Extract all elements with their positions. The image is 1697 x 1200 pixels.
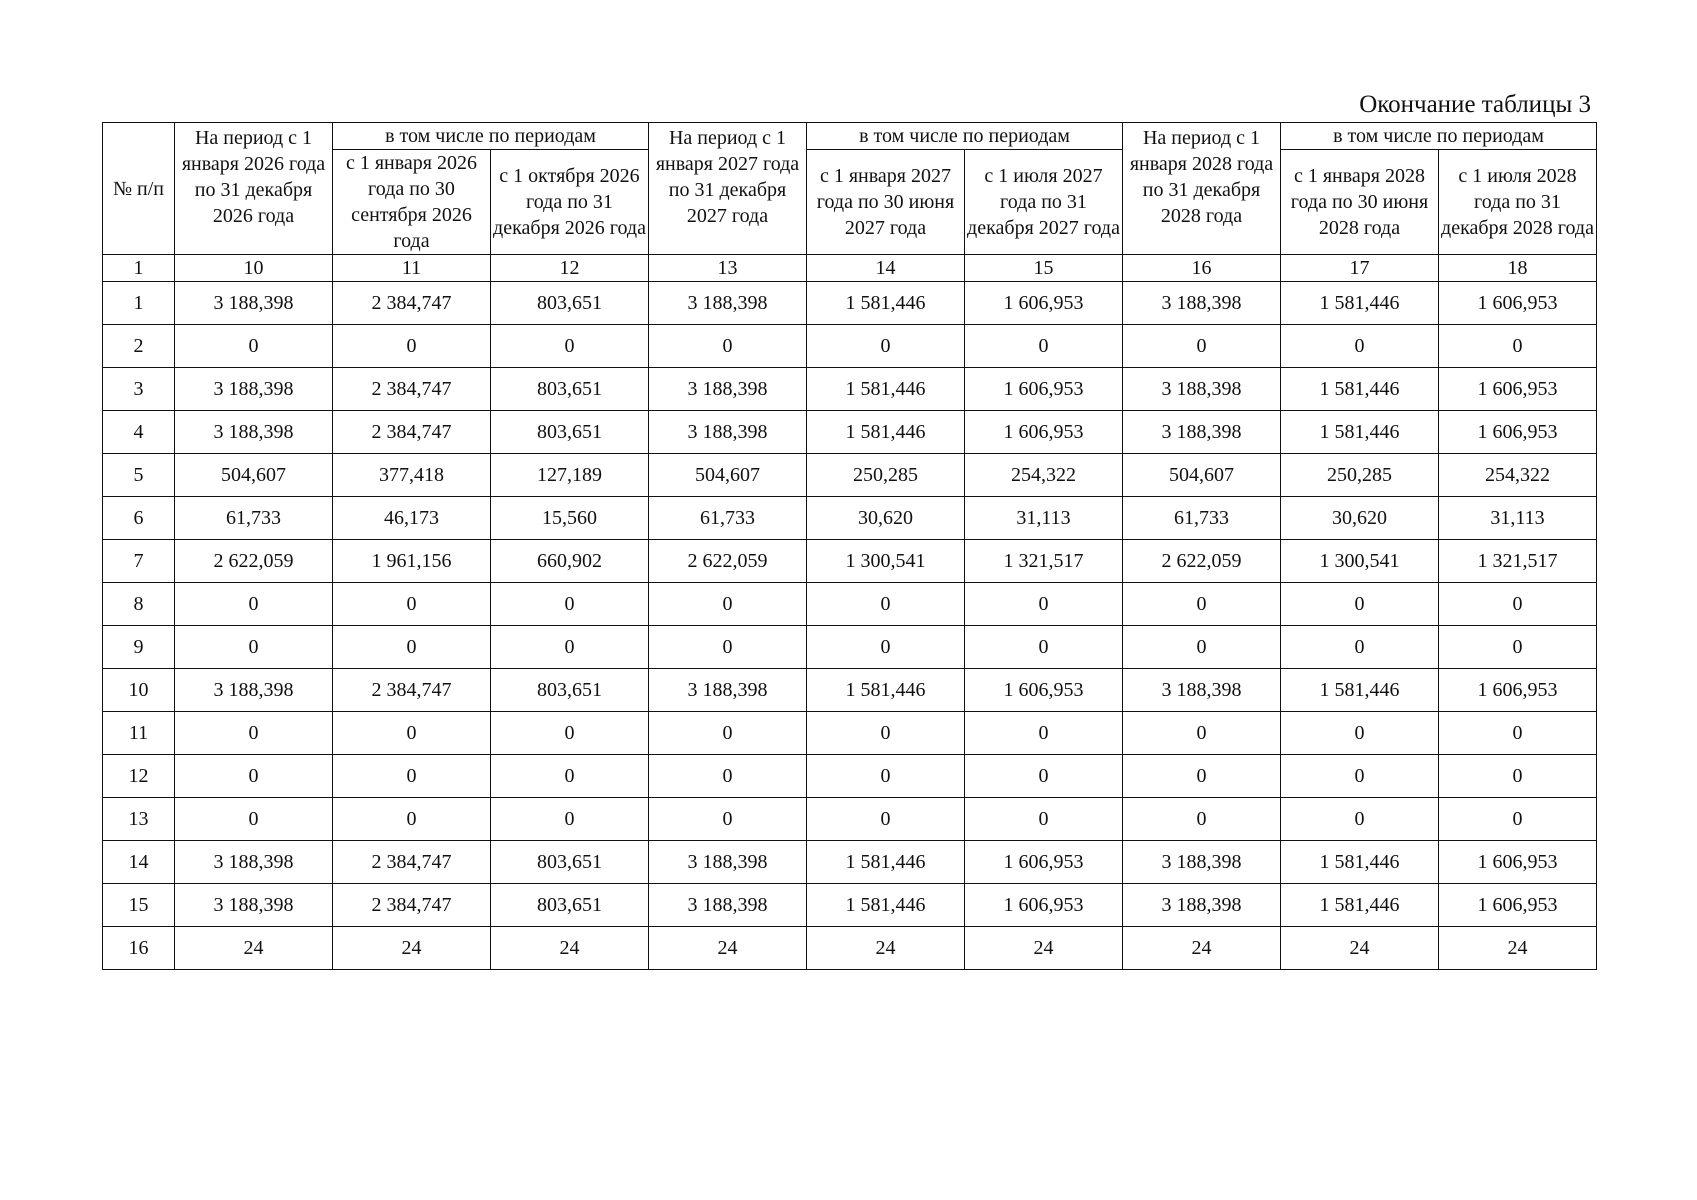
value-cell: 803,651	[491, 841, 649, 884]
value-cell: 1 606,953	[1439, 411, 1597, 454]
value-cell: 3 188,398	[175, 669, 333, 712]
value-cell: 1 581,446	[807, 841, 965, 884]
value-cell: 24	[649, 927, 807, 970]
header-col-15: с 1 июля 2027 года по 31 декабря 2027 года	[965, 150, 1123, 255]
value-cell: 0	[1123, 798, 1281, 841]
value-cell: 0	[333, 583, 491, 626]
value-cell: 0	[333, 626, 491, 669]
value-cell: 2 384,747	[333, 884, 491, 927]
table-row	[103, 497, 1597, 540]
value-cell: 0	[1439, 798, 1597, 841]
value-cell: 3 188,398	[1123, 411, 1281, 454]
table-row	[103, 755, 1597, 798]
column-number-cell: 18	[1439, 255, 1597, 282]
value-cell: 0	[491, 626, 649, 669]
value-cell: 377,418	[333, 454, 491, 497]
value-cell: 504,607	[649, 454, 807, 497]
value-cell: 24	[1281, 927, 1439, 970]
column-number-row	[103, 255, 1597, 282]
value-cell: 1 581,446	[1281, 884, 1439, 927]
value-cell: 2 384,747	[333, 368, 491, 411]
value-cell: 0	[1439, 583, 1597, 626]
value-cell: 0	[1123, 325, 1281, 368]
value-cell: 0	[175, 755, 333, 798]
value-cell: 0	[333, 325, 491, 368]
table-row	[103, 540, 1597, 583]
value-cell: 1 581,446	[807, 884, 965, 927]
value-cell: 0	[1123, 755, 1281, 798]
value-cell: 1 581,446	[807, 282, 965, 325]
value-cell: 504,607	[175, 454, 333, 497]
value-cell: 2 384,747	[333, 841, 491, 884]
value-cell: 1 606,953	[1439, 884, 1597, 927]
value-cell: 2 622,059	[1123, 540, 1281, 583]
value-cell: 0	[1123, 626, 1281, 669]
value-cell: 0	[649, 583, 807, 626]
table-row	[103, 841, 1597, 884]
row-number-cell: 1	[103, 282, 175, 325]
value-cell: 1 606,953	[965, 282, 1123, 325]
table-row	[103, 583, 1597, 626]
value-cell: 250,285	[807, 454, 965, 497]
table-row	[103, 884, 1597, 927]
header-period-2028: На период с 1 января 2028 года по 31 декабря 2028 года	[1123, 123, 1281, 255]
header-col-12: с 1 октября 2026 года по 31 декабря 2026 года	[491, 150, 649, 255]
value-cell: 660,902	[491, 540, 649, 583]
column-number-cell: 11	[333, 255, 491, 282]
value-cell: 0	[491, 325, 649, 368]
row-number-cell: 12	[103, 755, 175, 798]
table-row	[103, 927, 1597, 970]
value-cell: 1 581,446	[807, 411, 965, 454]
value-cell: 504,607	[1123, 454, 1281, 497]
value-cell: 0	[333, 712, 491, 755]
value-cell: 1 606,953	[1439, 841, 1597, 884]
value-cell: 15,560	[491, 497, 649, 540]
value-cell: 0	[1439, 712, 1597, 755]
value-cell: 803,651	[491, 411, 649, 454]
row-number-cell: 3	[103, 368, 175, 411]
value-cell: 803,651	[491, 282, 649, 325]
row-number-cell: 9	[103, 626, 175, 669]
value-cell: 0	[491, 712, 649, 755]
table-row	[103, 712, 1597, 755]
data-table	[102, 122, 1597, 970]
value-cell: 0	[649, 798, 807, 841]
header-period-2027: На период с 1 января 2027 года по 31 декабря 2027 года	[649, 123, 807, 255]
value-cell: 1 581,446	[1281, 669, 1439, 712]
value-cell: 0	[807, 712, 965, 755]
value-cell: 1 581,446	[807, 368, 965, 411]
value-cell: 24	[965, 927, 1123, 970]
row-number-cell: 6	[103, 497, 175, 540]
value-cell: 0	[175, 712, 333, 755]
value-cell: 46,173	[333, 497, 491, 540]
row-number-cell: 14	[103, 841, 175, 884]
row-number-cell: 11	[103, 712, 175, 755]
row-number-cell: 10	[103, 669, 175, 712]
value-cell: 1 606,953	[1439, 368, 1597, 411]
row-number-cell: 8	[103, 583, 175, 626]
value-cell: 0	[333, 755, 491, 798]
value-cell: 1 321,517	[1439, 540, 1597, 583]
value-cell: 0	[1281, 626, 1439, 669]
value-cell: 0	[1439, 626, 1597, 669]
value-cell: 61,733	[175, 497, 333, 540]
value-cell: 254,322	[1439, 454, 1597, 497]
value-cell: 0	[649, 325, 807, 368]
table-row	[103, 798, 1597, 841]
value-cell: 1 300,541	[807, 540, 965, 583]
value-cell: 0	[649, 712, 807, 755]
value-cell: 0	[1123, 712, 1281, 755]
value-cell: 0	[491, 798, 649, 841]
value-cell: 0	[965, 798, 1123, 841]
table-row	[103, 454, 1597, 497]
column-number-cell: 17	[1281, 255, 1439, 282]
value-cell: 0	[1281, 325, 1439, 368]
value-cell: 0	[807, 626, 965, 669]
value-cell: 0	[1439, 755, 1597, 798]
value-cell: 1 581,446	[807, 669, 965, 712]
value-cell: 30,620	[807, 497, 965, 540]
value-cell: 1 606,953	[1439, 282, 1597, 325]
value-cell: 0	[807, 798, 965, 841]
value-cell: 0	[965, 325, 1123, 368]
table-row	[103, 411, 1597, 454]
row-number-cell: 4	[103, 411, 175, 454]
value-cell: 3 188,398	[649, 884, 807, 927]
value-cell: 2 384,747	[333, 282, 491, 325]
value-cell: 1 606,953	[965, 841, 1123, 884]
value-cell: 0	[807, 325, 965, 368]
value-cell: 3 188,398	[649, 669, 807, 712]
value-cell: 24	[807, 927, 965, 970]
value-cell: 61,733	[649, 497, 807, 540]
row-number-cell: 5	[103, 454, 175, 497]
value-cell: 1 581,446	[1281, 368, 1439, 411]
value-cell: 3 188,398	[649, 411, 807, 454]
row-number-cell: 2	[103, 325, 175, 368]
value-cell: 3 188,398	[649, 282, 807, 325]
value-cell: 127,189	[491, 454, 649, 497]
table-row	[103, 325, 1597, 368]
value-cell: 3 188,398	[1123, 669, 1281, 712]
value-cell: 803,651	[491, 884, 649, 927]
value-cell: 0	[1281, 755, 1439, 798]
header-group-2026: в том числе по периодам	[333, 123, 649, 150]
column-number-cell: 16	[1123, 255, 1281, 282]
value-cell: 1 606,953	[965, 669, 1123, 712]
header-col-18: с 1 июля 2028 года по 31 декабря 2028 года	[1439, 150, 1597, 255]
value-cell: 0	[491, 583, 649, 626]
value-cell: 1 321,517	[965, 540, 1123, 583]
value-cell: 0	[175, 626, 333, 669]
header-group-2027: в том числе по периодам	[807, 123, 1123, 150]
value-cell: 0	[175, 583, 333, 626]
value-cell: 3 188,398	[649, 841, 807, 884]
value-cell: 0	[1281, 583, 1439, 626]
table-row	[103, 669, 1597, 712]
value-cell: 3 188,398	[175, 841, 333, 884]
value-cell: 1 606,953	[965, 368, 1123, 411]
value-cell: 0	[807, 583, 965, 626]
value-cell: 31,113	[1439, 497, 1597, 540]
value-cell: 0	[333, 798, 491, 841]
value-cell: 0	[491, 755, 649, 798]
column-number-cell: 12	[491, 255, 649, 282]
column-number-cell: 14	[807, 255, 965, 282]
value-cell: 24	[1439, 927, 1597, 970]
value-cell: 254,322	[965, 454, 1123, 497]
header-col-14: с 1 января 2027 года по 30 июня 2027 года	[807, 150, 965, 255]
value-cell: 24	[491, 927, 649, 970]
value-cell: 3 188,398	[1123, 282, 1281, 325]
value-cell: 0	[649, 626, 807, 669]
value-cell: 803,651	[491, 368, 649, 411]
value-cell: 1 581,446	[1281, 411, 1439, 454]
value-cell: 1 606,953	[965, 884, 1123, 927]
column-number-cell: 10	[175, 255, 333, 282]
value-cell: 0	[1281, 712, 1439, 755]
value-cell: 0	[1281, 798, 1439, 841]
value-cell: 0	[965, 755, 1123, 798]
value-cell: 1 581,446	[1281, 282, 1439, 325]
table-row	[103, 368, 1597, 411]
value-cell: 3 188,398	[175, 368, 333, 411]
value-cell: 30,620	[1281, 497, 1439, 540]
value-cell: 1 581,446	[1281, 841, 1439, 884]
value-cell: 3 188,398	[175, 282, 333, 325]
value-cell: 0	[1439, 325, 1597, 368]
value-cell: 3 188,398	[175, 884, 333, 927]
value-cell: 24	[1123, 927, 1281, 970]
value-cell: 0	[807, 755, 965, 798]
column-number-cell: 15	[965, 255, 1123, 282]
value-cell: 3 188,398	[649, 368, 807, 411]
value-cell: 3 188,398	[175, 411, 333, 454]
row-number-cell: 7	[103, 540, 175, 583]
value-cell: 3 188,398	[1123, 841, 1281, 884]
row-number-cell: 16	[103, 927, 175, 970]
value-cell: 0	[965, 626, 1123, 669]
column-number-cell: 1	[103, 255, 175, 282]
value-cell: 24	[333, 927, 491, 970]
value-cell: 0	[965, 712, 1123, 755]
header-col-11: с 1 января 2026 года по 30 сентября 2026 года	[333, 150, 491, 255]
value-cell: 2 622,059	[175, 540, 333, 583]
value-cell: 1 606,953	[1439, 669, 1597, 712]
value-cell: 2 384,747	[333, 411, 491, 454]
value-cell: 24	[175, 927, 333, 970]
row-number-cell: 15	[103, 884, 175, 927]
value-cell: 1 606,953	[965, 411, 1123, 454]
value-cell: 3 188,398	[1123, 368, 1281, 411]
value-cell: 250,285	[1281, 454, 1439, 497]
value-cell: 0	[1123, 583, 1281, 626]
value-cell: 1 300,541	[1281, 540, 1439, 583]
header-col-17: с 1 января 2028 года по 30 июня 2028 года	[1281, 150, 1439, 255]
column-number-cell: 13	[649, 255, 807, 282]
header-group-2028: в том числе по периодам	[1281, 123, 1597, 150]
value-cell: 2 384,747	[333, 669, 491, 712]
value-cell: 0	[649, 755, 807, 798]
value-cell: 803,651	[491, 669, 649, 712]
table-caption: Окончание таблицы 3	[1359, 91, 1591, 118]
value-cell: 1 961,156	[333, 540, 491, 583]
value-cell: 0	[175, 798, 333, 841]
value-cell: 3 188,398	[1123, 884, 1281, 927]
table-row	[103, 282, 1597, 325]
value-cell: 31,113	[965, 497, 1123, 540]
header-period-2026: На период с 1 января 2026 года по 31 декабря 2026 года	[175, 123, 333, 255]
value-cell: 0	[175, 325, 333, 368]
table-row	[103, 626, 1597, 669]
value-cell: 0	[965, 583, 1123, 626]
value-cell: 61,733	[1123, 497, 1281, 540]
row-number-cell: 13	[103, 798, 175, 841]
value-cell: 2 622,059	[649, 540, 807, 583]
header-row-number: № п/п	[103, 123, 175, 255]
